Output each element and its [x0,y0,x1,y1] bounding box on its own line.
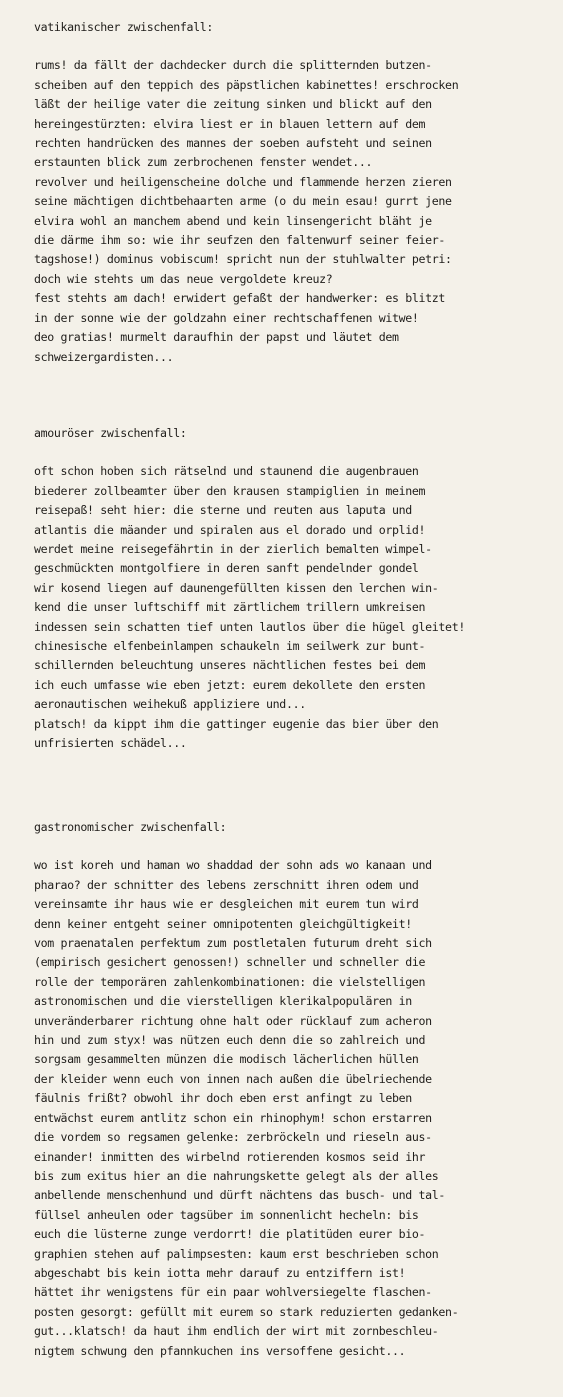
text-line: chinesische elfenbeinlampen schaukeln im seilwerk zur bunt- [34,639,426,654]
text-line: rums! da fällt der dachdecker durch die splitternden butzen- [34,58,432,73]
section-body [34,462,554,753]
section-amouroeser-zwischenfall [34,424,554,754]
text-line: gut...klatsch! da haut ihm endlich der wirt mit zornbeschleu- [34,1324,439,1339]
text-line: hin und zum styx! was nützen euch denn die so zahlreich und [34,1033,426,1048]
text-line: scheiben auf den teppich des päpstlichen kabinettes! erschrocken [34,77,459,92]
text-line: seine mächtigen dichtbehaarten arme (o du mein esau! gurrt jene [34,194,452,209]
text-line: die vordem so regsamen gelenke: zerbröckeln und rieseln aus- [34,1130,432,1145]
section-body [34,56,554,367]
text-line: vom praenatalen perfektum zum postletalen futurum dreht sich [34,936,432,951]
text-line: pharao? der schnitter des lebens zerschnitt ihren odem und [34,877,419,892]
text-line: der kleider wenn euch von innen nach außen die übelriechende [34,1071,432,1086]
text-line: unfrisierten schädel... [34,736,187,751]
text-line: ich euch umfasse wie eben jetzt: eurem dekollete den ersten [34,677,426,692]
text-line: geschmückten montgolfiere in deren sanft pendelnder gondel [34,561,419,576]
text-line: (empirisch gesichert genossen!) schneller und schneller die [34,955,426,970]
text-line: fest stehts am dach! erwidert gefaßt der handwerker: es blitzt [34,291,446,306]
text-line: vereinsamte ihr haus wie er desgleichen mit eurem tun wird [34,897,419,912]
text-line: rolle der temporären zahlenkombinationen: die vielstelligen [34,974,426,989]
text-line: euch die lüsterne zunge verdorrt! die platitüden eurer bio- [34,1227,426,1242]
text-line: oft schon hoben sich rätselnd und staunend die augenbrauen [34,464,419,479]
text-line: füllsel anheulen oder tagsüber im sonnenlicht hecheln: bis [34,1207,419,1222]
text-line: einander! inmitten des wirbelnd rotierenden kosmos seid ihr [34,1149,426,1164]
text-line: in der sonne wie der goldzahn einer rechtschaffenen witwe! [34,310,419,325]
text-line: sorgsam gesammelten münzen die modisch lächerlichen hüllen [34,1052,419,1067]
text-line: platsch! da kippt ihm die gattinger eugenie das bier über den [34,716,439,731]
text-line: hättet ihr wenigstens für ein paar wohlversiegelte flaschen- [34,1285,432,1300]
text-line: fäulnis frißt? obwohl ihr doch eben erst anfingt zu leben [34,1091,412,1106]
section-body [34,856,554,1361]
text-line: doch wie stehts um das neue vergoldete kreuz? [34,271,333,286]
text-line: indessen sein schatten tief unten lautlos über die hügel gleitet! [34,619,465,634]
text-line: denn keiner entgeht seiner omnipotenten gleichgültigkeit! [34,916,412,931]
text-line: deo gratias! murmelt daraufhin der papst und läutet dem [34,330,399,345]
section-heading: gastronomischer zwischenfall: [34,820,227,834]
section-vatikanischer-zwischenfall [34,18,554,367]
text-line: die därme ihm so: wie ihr seufzen den faltenwurf seiner feier- [34,233,446,248]
text-line: nigtem schwung den pfannkuchen ins versoffene gesicht... [34,1343,406,1358]
text-line: revolver und heiligenscheine dolche und flammende herzen zieren [34,174,452,189]
text-line: hereingestürzten: elvira liest er in blauen lettern auf dem [34,116,426,131]
text-line: anbellende menschenhund und dürft nächtens das busch- und tal- [34,1188,446,1203]
text-line: posten gesorgt: gefüllt mit eurem so stark reduzierten gedanken- [34,1304,459,1319]
text-line: elvira wohl an manchem abend und kein linsengericht bläht je [34,213,432,228]
text-line: schillernden beleuchtung unseres nächtlichen festes bei dem [34,658,426,673]
text-line: atlantis die mäander und spiralen aus el dorado und orplid! [34,522,426,537]
text-line: aeronautischen weihekuß appliziere und... [34,697,306,712]
text-line: rechten handrücken des mannes der soeben aufsteht und seinen [34,136,432,151]
text-line: tagshose!) dominus vobiscum! spricht nun der stuhlwalter petri: [34,252,452,267]
text-line: astronomischen und die vierstelligen klerikalpopulären in [34,994,412,1009]
section-heading: amouröser zwischenfall: [34,426,187,440]
text-line: wir kosend liegen auf daunengefüllten kissen den lerchen win- [34,580,439,595]
text-line: biederer zollbeamter über den krausen stampiglien in meinem [34,483,426,498]
text-line: reisepaß! seht hier: die sterne und reuten aus laputa und [34,503,412,518]
text-line: kend die unser luftschiff mit zärtlichem trillern umkreisen [34,600,426,615]
section-heading: vatikanischer zwischenfall: [34,20,214,34]
text-line: läßt der heilige vater die zeitung sinken und blickt auf den [34,97,432,112]
text-line: wo ist koreh und haman wo shaddad der sohn ads wo kanaan und [34,858,432,873]
text-line: graphien stehen auf palimpsesten: kaum erst beschrieben schon [34,1246,439,1261]
text-line: schweizergardisten... [34,349,174,364]
text-line: entwächst eurem antlitz schon ein rhinophym! schon erstarren [34,1110,432,1125]
text-line: abgeschabt bis kein iotta mehr darauf zu entziffern ist! [34,1265,406,1280]
text-line: bis zum exitus hier an die nahrungskette gelegt als der alles [34,1168,439,1183]
text-line: unveränderbarer richtung ohne halt oder rücklauf zum acheron [34,1013,432,1028]
text-line: werdet meine reisegefährtin in der zierlich bemalten wimpel- [34,542,432,557]
text-line: erstaunten blick zum zerbrochenen fenster wendet... [34,155,373,170]
section-gastronomischer-zwischenfall [34,818,554,1361]
